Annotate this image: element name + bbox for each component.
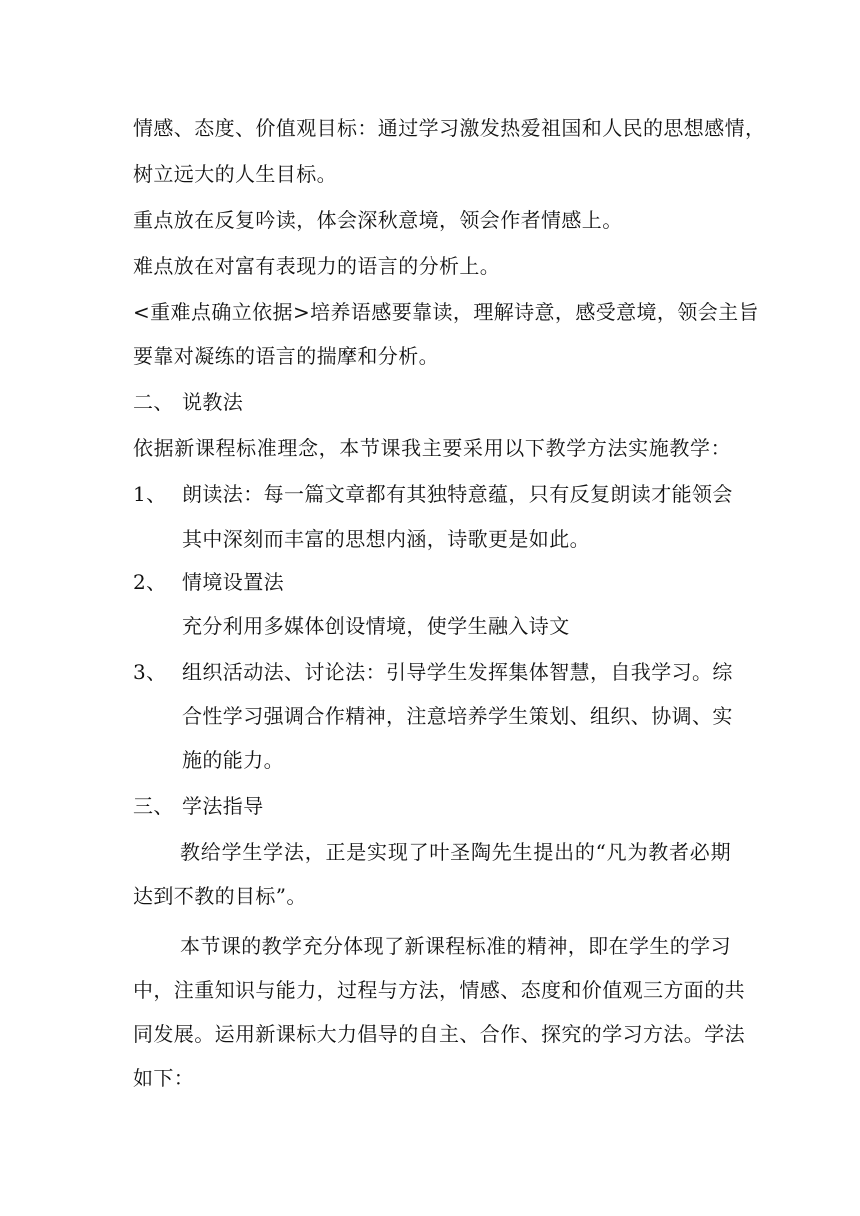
section-3-title: 学法指导	[182, 794, 264, 818]
key-point: 重点放在反复吟读，体会深秋意境，领会作者情感上。	[133, 208, 623, 232]
guide-paragraph-2-line-2: 中，注重知识与能力，过程与方法，情感、态度和价值观三方面的共	[133, 978, 745, 1002]
difficulty: 难点放在对富有表现力的语言的分析上。	[133, 254, 501, 278]
item-3-line-1: 组织活动法、讨论法：引导学生发挥集体智慧，自我学习。综	[182, 660, 733, 684]
guide-paragraph-2-line-3: 同发展。运用新课标大力倡导的自主、合作、探究的学习方法。学法	[133, 1022, 745, 1046]
objectives-line-2: 树立远大的人生目标。	[133, 162, 337, 186]
basis-line-1: <重难点确立依据>培养语感要靠读，理解诗意，感受意境，领会主旨	[133, 300, 759, 324]
guide-paragraph-2-line-1: 本节课的教学充分体现了新课程标准的精神，即在学生的学习	[180, 934, 731, 958]
section-2-title: 说教法	[182, 390, 244, 414]
basis-line-2: 要靠对凝练的语言的揣摩和分析。	[133, 344, 439, 368]
item-1-line-2: 其中深刻而丰富的思想内涵，诗歌更是如此。	[182, 527, 590, 551]
item-3-line-2: 合性学习强调合作精神，注意培养学生策划、组织、协调、实	[182, 704, 733, 728]
item-3-number: 3、	[133, 660, 167, 684]
objectives-line-1: 情感、态度、价值观目标：通过学习激发热爱祖国和人民的思想感情，	[133, 116, 766, 140]
item-2-number: 2、	[133, 570, 167, 594]
section-2-number: 二、	[133, 390, 174, 414]
item-3-line-3: 施的能力。	[182, 748, 284, 772]
item-2-line-2: 充分利用多媒体创设情境，使学生融入诗文	[182, 614, 570, 638]
item-2-line-1: 情境设置法	[182, 570, 284, 594]
guide-paragraph-2-line-4: 如下：	[133, 1066, 195, 1090]
item-1-line-1: 朗读法：每一篇文章都有其独特意蕴，只有反复朗读才能领会	[182, 482, 733, 506]
guide-paragraph-1-line-1: 教给学生学法，正是实现了叶圣陶先生提出的“凡为教者必期	[180, 840, 731, 864]
section-3-number: 三、	[133, 794, 174, 818]
guide-paragraph-1-line-2: 达到不教的目标”。	[133, 884, 307, 908]
item-1-number: 1、	[133, 482, 167, 506]
methods-intro: 依据新课程标准理念，本节课我主要采用以下教学方法实施教学：	[133, 436, 731, 460]
